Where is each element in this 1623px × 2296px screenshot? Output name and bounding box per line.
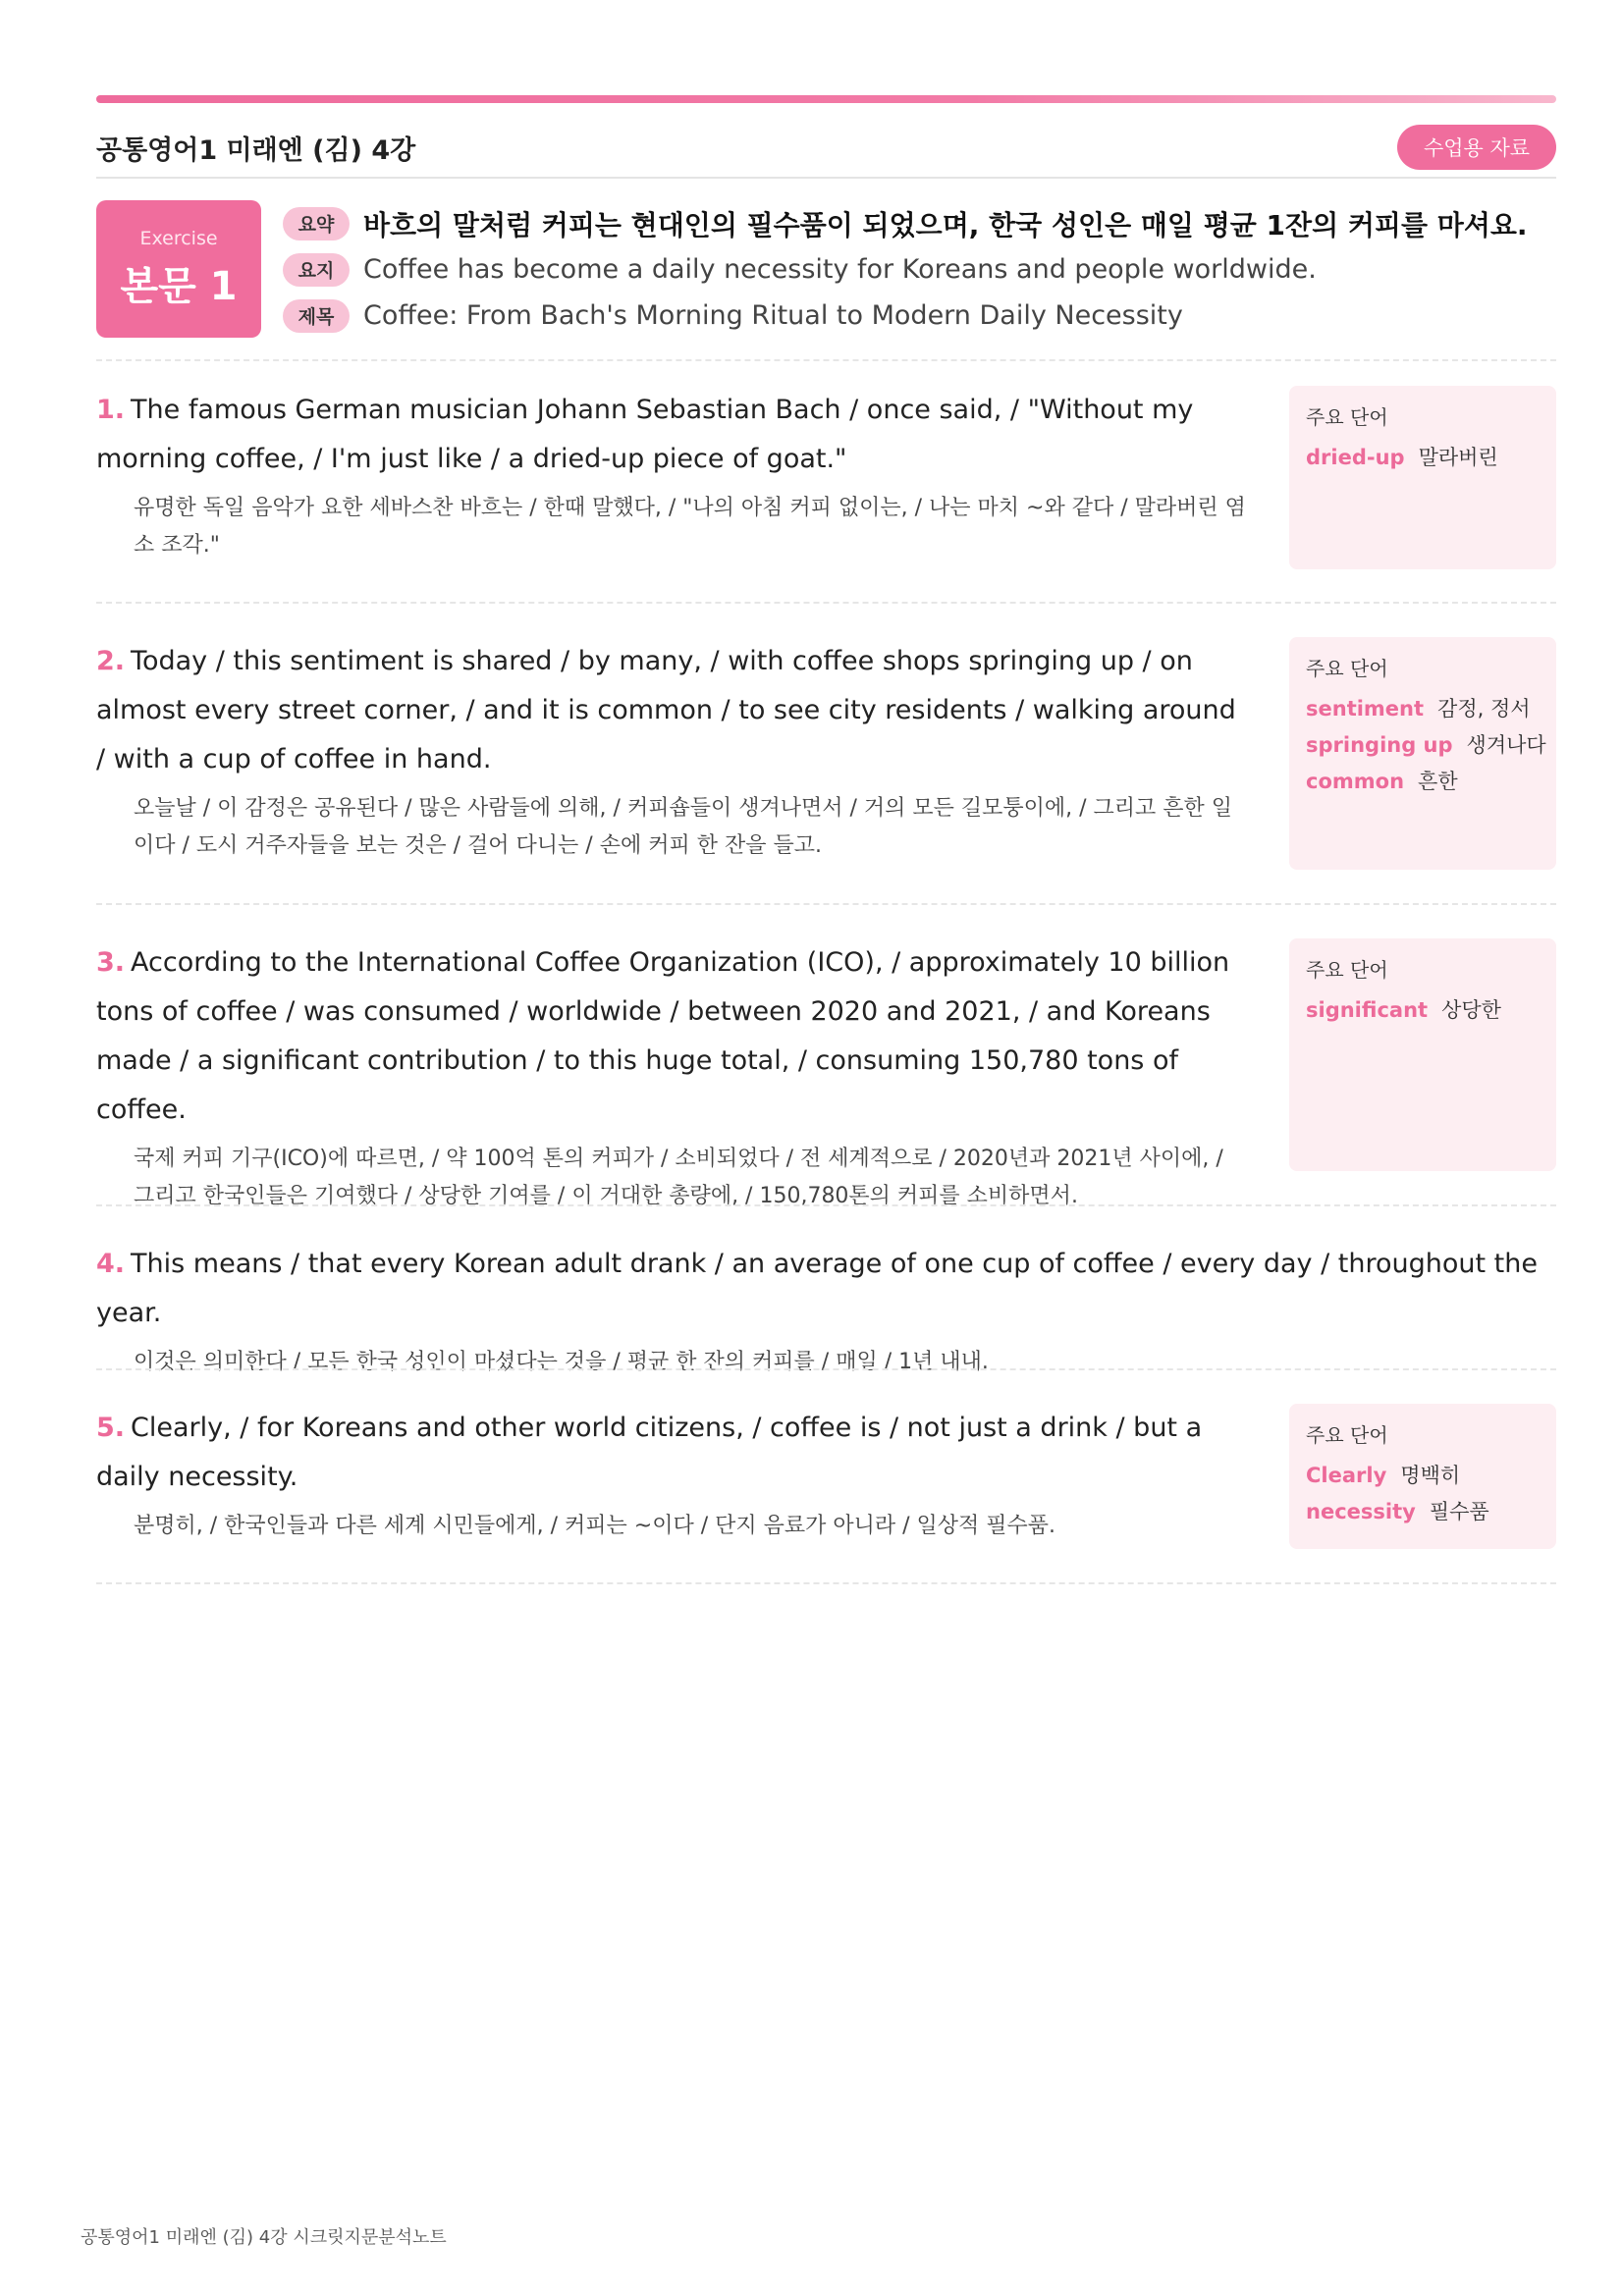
gist-tag: 요지 [283,253,350,287]
sentence-korean: 이것은 의미한다 / 모든 한국 성인이 마셨다는 것을 / 평균 한 잔의 커피를 / 매일 / 1년 내내. [134,1350,989,1374]
vocab-meaning: 감정, 정서 [1437,697,1531,721]
vocab-item [1306,727,1546,764]
vocab-word: common [1306,770,1405,793]
vocab-item [1306,992,1540,1029]
vocab-title: 주요 단어 [1306,657,1388,680]
sentence-english [96,637,1250,784]
sentence-english-text: Clearly, / for Koreans and other world citizens, / coffee is / not just a drink / but a daily necessity. [96,1413,1203,1492]
vocab-title: 주요 단어 [1306,958,1388,982]
vocab-word: springing up [1306,733,1453,757]
summary-row [283,200,1559,246]
sentence-number: 5. [96,1413,126,1443]
sentence-english-text: This means / that every Korean adult drank / an average of one cup of coffee / every day / throughout the year. [96,1249,1538,1328]
vocab-meaning: 필수품 [1429,1500,1489,1523]
divider [96,359,1556,361]
vocab-item [1306,1494,1540,1530]
gist-row [283,246,1559,293]
sentence-number: 1. [96,395,126,425]
page-footer: 공통영어1 미래엔 (김) 4강 시크릿지문분석노트 [81,2227,447,2248]
vocab-word: dried-up [1306,446,1405,469]
vocab-box-3 [1289,938,1556,1171]
gist-text: Coffee has become a daily necessity for Koreans and people worldwide. [363,254,1317,285]
sentence-korean: 분명히, / 한국인들과 다른 세계 시민들에게, / 커피는 ~이다 / 단지 음료가 아니라 / 일상적 필수품. [134,1514,1056,1538]
exercise-title: 본문 1 [120,263,238,309]
sentence-english-text: According to the International Coffee Organization (ICO), / approximately 10 billion tons of coffee / was consumed / worldwide / between 2020 and 2021, / and Koreans made / a significant contribution / to this huge total, / consuming 150,780 tons of coffee. [96,947,1230,1125]
exercise-box [96,200,261,338]
sentence-english [96,1240,1556,1338]
passage-title-text: Coffee: From Bach's Morning Ritual to Modern Daily Necessity [363,300,1183,331]
vocab-title: 주요 단어 [1306,1423,1388,1447]
divider [96,1582,1556,1584]
sentence-number: 2. [96,646,126,676]
vocab-meaning: 흔한 [1418,770,1458,793]
passage-meta [283,200,1559,339]
material-badge: 수업용 자료 [1397,125,1556,170]
vocab-word: Clearly [1306,1464,1387,1487]
vocab-item [1306,691,1540,727]
title-row [283,293,1559,339]
sentence-korean: 유명한 독일 음악가 요한 세바스찬 바흐는 / 한때 말했다, / "나의 아침 커피 없이는, / 나는 마치 ~와 같다 / 말라버린 염소 조각." [134,496,1246,558]
sentence-english [96,386,1250,484]
sentence-english [96,1404,1250,1502]
vocab-meaning: 상당한 [1441,998,1501,1022]
sentence-english-text: Today / this sentiment is shared / by many, / with coffee shops springing up / on almost every street corner, / and it is common / to see city residents / walking around / with a cup of coffee in hand. [96,646,1236,774]
vocab-item [1306,1458,1540,1494]
vocab-box-5 [1289,1404,1556,1549]
vocab-item [1306,764,1540,800]
exercise-label: Exercise [139,227,218,249]
sentence-3 [96,938,1250,1215]
divider [96,903,1556,905]
title-tag: 제목 [283,299,350,333]
vocab-box-1 [1289,386,1556,569]
divider [96,1204,1556,1206]
vocab-meaning: 말라버린 [1418,446,1498,469]
sentence-number: 3. [96,947,126,978]
sentence-english [96,938,1250,1135]
page-title: 공통영어1 미래엔 (김) 4강 [96,134,416,166]
vocab-title: 주요 단어 [1306,405,1388,429]
sentence-korean: 국제 커피 기구(ICO)에 따르면, / 약 100억 톤의 커피가 / 소비되었다 / 전 세계적으로 / 2020년과 2021년 사이에, / 그리고 한국인들은 기여했다 / 상당한 기여를 / 이 거대한 총량에, / 150,780톤의 커피를 소비하면서. [134,1147,1223,1208]
divider [96,602,1556,604]
vocab-meaning: 명백히 [1400,1464,1461,1487]
sentence-5 [96,1404,1250,1545]
sentence-1 [96,386,1250,564]
sentence-korean: 오늘날 / 이 감정은 공유된다 / 많은 사람들에 의해, / 커피숍들이 생겨나면서 / 거의 모든 길모퉁이에, / 그리고 흔한 일이다 / 도시 거주자들을 보는 것은 / 걸어 다니는 / 손에 커피 한 잔을 들고. [134,796,1233,858]
page-header [96,118,1556,179]
summary-text: 바흐의 말처럼 커피는 현대인의 필수품이 되었으며, 한국 성인은 매일 평균 1잔의 커피를 마셔요. [363,208,1528,241]
sentence-2 [96,637,1250,865]
top-accent-bar [96,95,1556,103]
vocab-item [1306,440,1540,476]
vocab-word: sentiment [1306,697,1425,721]
vocab-box-2 [1289,637,1556,870]
vocab-word: necessity [1306,1500,1416,1523]
vocab-meaning: 생겨나다 [1466,733,1546,757]
sentence-english-text: The famous German musician Johann Sebastian Bach / once said, / "Without my morning coffee, / I'm just like / a dried-up piece of goat." [96,395,1194,474]
vocab-word: significant [1306,998,1429,1022]
divider [96,1368,1556,1370]
sentence-number: 4. [96,1249,126,1279]
sentence-4 [96,1240,1556,1381]
summary-tag: 요약 [283,207,350,240]
